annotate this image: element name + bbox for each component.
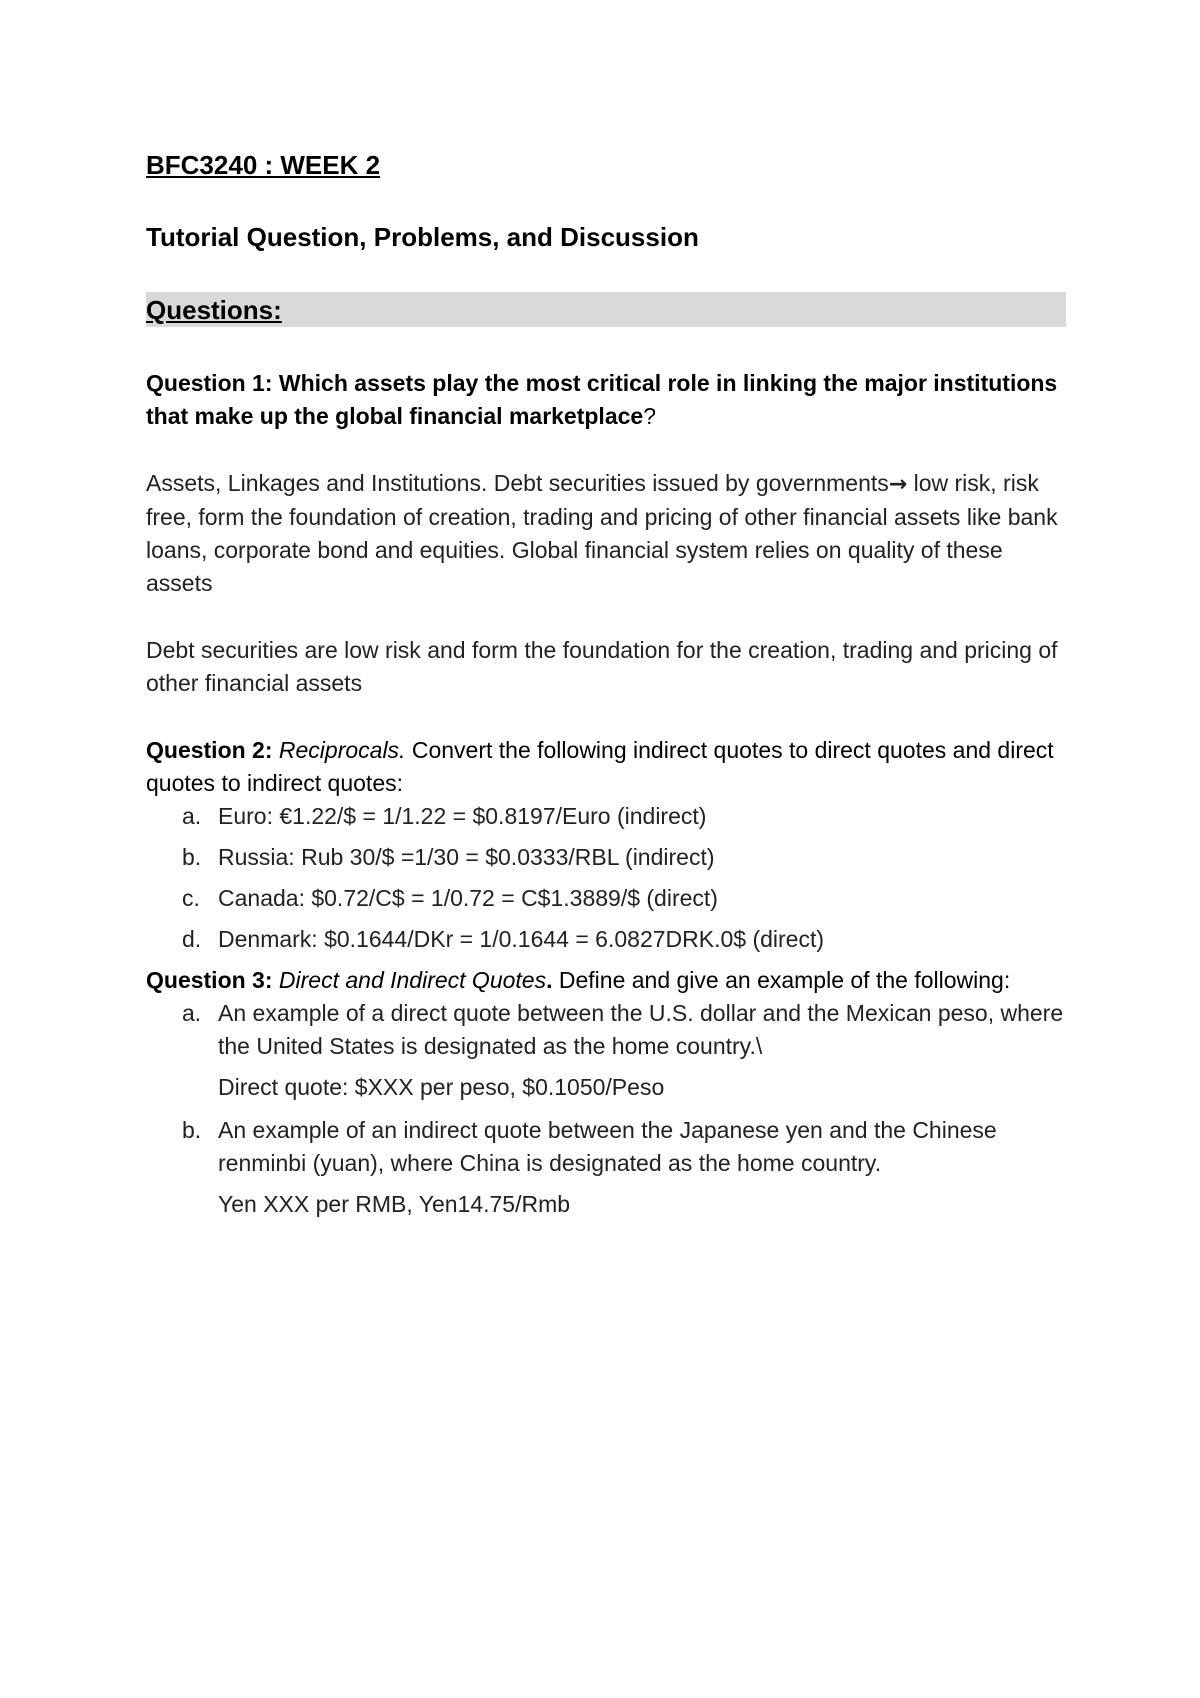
document-subtitle: Tutorial Question, Problems, and Discussion (146, 222, 699, 252)
list-item-text: Denmark: $0.1644/DKr = 1/0.1644 = 6.0827DRK.0$ (direct) (218, 926, 825, 952)
question-1-end: ? (643, 403, 656, 429)
list-item-text: Russia: Rub 30/$ =1/30 = $0.0333/RBL (indirect) (218, 844, 715, 870)
list-marker: b. (182, 844, 202, 870)
right-arrow-icon: → (888, 472, 908, 497)
reciprocals-list (146, 800, 1066, 956)
list-item (146, 923, 1066, 956)
list-item (146, 882, 1066, 915)
list-item-answer: Yen XXX per RMB, Yen14.75/Rmb (218, 1191, 571, 1217)
question-2-heading (146, 734, 1066, 800)
question-2-text: Convert the following indirect quotes to direct quotes and direct quotes to indirect quotes: (146, 737, 1054, 796)
quotes-list (146, 997, 1066, 1221)
list-item-text: Euro: €1.22/$ = 1/1.22 = $0.8197/Euro (indirect) (218, 803, 707, 829)
list-item-text: An example of an indirect quote between the Japanese yen and the Chinese renminbi (yuan), where China is designated as the home country. (218, 1117, 997, 1176)
questions-section-heading: Questions: (146, 292, 1066, 327)
question-2-label: Question 2: (146, 737, 273, 763)
question-1-label: Question 1: (146, 370, 273, 396)
list-item (146, 1114, 1066, 1221)
list-marker: a. (182, 1000, 202, 1026)
question-1-answer-1 (146, 467, 1066, 600)
list-item-text: An example of a direct quote between the U.S. dollar and the Mexican peso, where the United States is designated as the home country.\ (218, 1000, 1064, 1059)
question-1-answer-1-part-2: low risk, risk free, form the foundation of creation, trading and pricing of other financial assets like bank loans, corporate bond and equities. Global financial system relies on quality of these assets (146, 470, 1058, 596)
list-marker: a. (182, 803, 202, 829)
list-marker: b. (182, 1117, 202, 1143)
question-1-answer-1-part-1: Assets, Linkages and Institutions. Debt securities issued by governments (146, 470, 889, 496)
question-1-text: Which assets play the most critical role in linking the major institutions that make up the global financial marketplace (146, 370, 1058, 429)
list-item (146, 800, 1066, 833)
list-item (146, 997, 1066, 1104)
document-content (146, 140, 1066, 1231)
list-item-answer: Direct quote: $XXX per peso, $0.1050/Peso (218, 1074, 665, 1100)
list-marker: d. (182, 926, 202, 952)
question-3-label: Question 3: (146, 967, 273, 993)
list-marker: c. (182, 885, 200, 911)
question-3-heading (146, 964, 1066, 997)
question-3-topic: Direct and Indirect Quotes (278, 967, 547, 993)
question-3-text: Define and give an example of the following: (552, 967, 1011, 993)
question-2-topic-end: . (399, 737, 406, 763)
question-3-topic-end: . (546, 967, 553, 993)
question-1-answer-2: Debt securities are low risk and form the foundation for the creation, trading and pricing of other financial assets (146, 637, 1058, 696)
document-title: BFC3240 : WEEK 2 (146, 150, 381, 180)
list-item-text: Canada: $0.72/C$ = 1/0.72 = C$1.3889/$ (direct) (218, 885, 718, 911)
question-2-topic: Reciprocals (278, 737, 400, 763)
question-1-heading (146, 367, 1066, 433)
list-item (146, 841, 1066, 874)
